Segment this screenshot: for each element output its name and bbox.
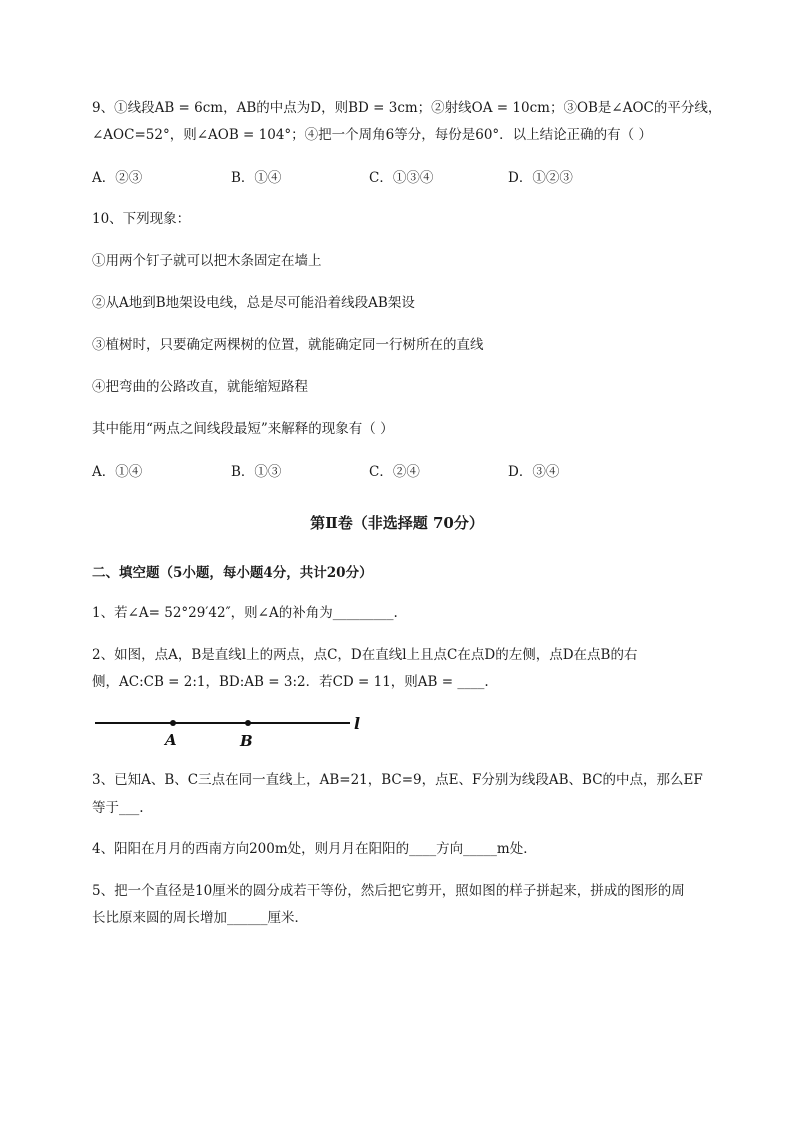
q10-item-3: ③植树时，只要确定两棵树的位置，就能确定同一行树所在的直线 (92, 337, 484, 353)
q9-option-c[interactable]: C．①③④ (369, 170, 434, 186)
section2-title: 第Ⅱ卷（非选择题 70分） (310, 514, 484, 532)
q9-option-b[interactable]: B．①④ (231, 170, 282, 186)
q9-line1: 9、①线段AB = 6cm，AB的中点为D，则BD = 3cm；②射线OA = 10cm；③OB是∠AOC的平分线， (92, 100, 722, 116)
part2-title: 二、填空题（5小题，每小题4分，共计20分） (92, 565, 373, 581)
fill-q2-line1: 2、如图，点A，B是直线l上的两点，点C，D在直线l上且点C在点D的左侧，点D在点B的右 (92, 647, 638, 663)
q10-option-c[interactable]: C．②④ (369, 464, 420, 480)
label-b: B (240, 732, 253, 750)
label-l: l (354, 714, 361, 733)
q10-option-d[interactable]: D．③④ (508, 464, 560, 480)
line-diagram (92, 708, 382, 750)
point-a (170, 720, 176, 726)
point-b (245, 720, 251, 726)
fill-q2-line2: 侧，AC:CB = 2:1，BD:AB = 3:2．若CD = 11，则AB = ____. (92, 674, 489, 690)
fill-q5-line2: 长比原来圆的周长增加______厘米． (92, 910, 308, 926)
fill-q4: 4、阳阳在月月的西南方向200m处，则月月在阳阳的____方向_____m处． (92, 841, 537, 857)
q9-line2: ∠AOC=52°，则∠AOB = 104°；④把一个周角6等分，每份是60°．以上结论正确的有（ ） (92, 127, 652, 143)
fill-q5-line1: 5、把一个直径是10厘米的圆分成若干等份，然后把它剪开，照如图的样子拼起来，拼成的图形的周 (92, 883, 685, 899)
q10-question: 其中能用“两点之间线段最短”来解释的现象有（ ） (92, 421, 394, 437)
fill-q3-line1: 3、已知A、B、C三点在同一直线上，AB=21，BC=9，点E、F分别为线段AB、BC的中点，那么EF (92, 772, 703, 788)
label-a: A (165, 731, 177, 749)
q10-item-4: ④把弯曲的公路改直，就能缩短路程 (92, 379, 308, 395)
fill-q3-line2: 等于___. (92, 800, 144, 816)
q9-option-d[interactable]: D．①②③ (508, 170, 573, 186)
q9-option-a[interactable]: A．②③ (92, 170, 143, 186)
q10-option-a[interactable]: A．①④ (92, 464, 143, 480)
q10-item-1: ①用两个钉子就可以把木条固定在墙上 (92, 253, 322, 269)
fill-q1: 1、若∠A= 52°29′42″，则∠A的补角为_________. (92, 605, 398, 621)
q10-stem: 10、下列现象： (92, 211, 191, 227)
q10-item-2: ②从A地到B地架设电线，总是尽可能沿着线段AB架设 (92, 295, 415, 311)
q10-option-b[interactable]: B．①③ (231, 464, 282, 480)
